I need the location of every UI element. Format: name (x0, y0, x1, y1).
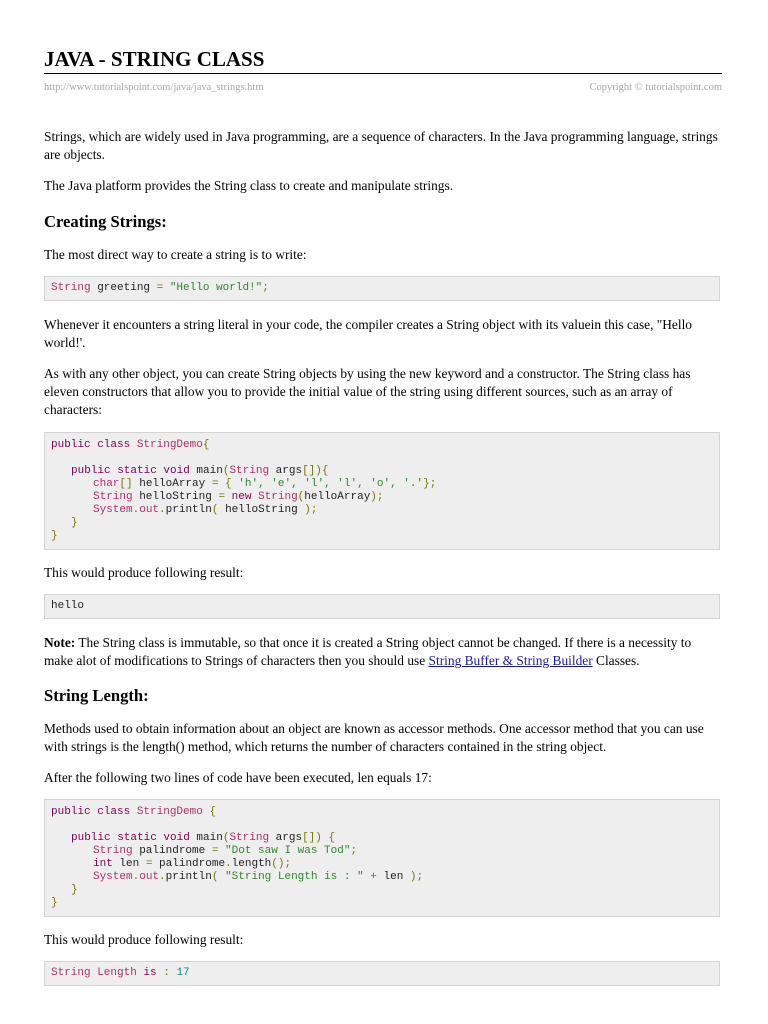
creating-paragraph-2: Whenever it encounters a string literal in your code, the compiler creates a String object with its valuein this case, "Hello world!'. (44, 317, 693, 350)
output-line: hello (51, 600, 85, 612)
output-line (51, 967, 713, 980)
section-heading-string-length: String Length: (44, 686, 149, 705)
string-buffer-builder-link[interactable]: String Buffer & String Builder (428, 653, 593, 668)
code-token: 'h', 'e', 'l', 'l', 'o', '.' (238, 478, 424, 490)
code-line (51, 465, 713, 478)
code-token: []) { (302, 832, 336, 844)
code-token: ( (222, 832, 230, 844)
code-line (51, 871, 713, 884)
code-token: ; (262, 282, 269, 294)
code-token: Length (90, 967, 137, 979)
code-token: } (71, 517, 78, 529)
code-token: String (229, 832, 270, 844)
code-token: ); (403, 871, 424, 883)
code-token: helloString (225, 504, 298, 516)
result-label-2: This would produce following result: (44, 932, 244, 947)
creating-paragraph-3: As with any other object, you can create String objects by using the new keyword and a constructor. The String class has eleven constructors that allow you to provide the initial value of the string using different sources, such as an array of characters: (44, 366, 691, 417)
note-text-end: Classes. (592, 653, 640, 668)
code-token: = (211, 478, 219, 490)
code-token: args (269, 832, 303, 844)
copyright-notice: Copyright © tutorialspoint.com (589, 82, 722, 93)
code-token: out (139, 504, 160, 516)
length-paragraph-1: Methods used to obtain information about an object are known as accessor methods. One accessor method that you can use with strings is the length() method, which returns the number of characters contained in the string object. (44, 721, 704, 754)
code-line-blank (51, 819, 713, 832)
code-token: helloString (132, 491, 219, 503)
code-token: main (196, 465, 223, 477)
code-token: + (363, 871, 384, 883)
code-token: { (202, 439, 210, 451)
code-token: ( (211, 871, 226, 883)
code-token: out (139, 871, 160, 883)
code-block-string-demo (44, 432, 720, 550)
code-line (51, 478, 713, 491)
code-token: ; (350, 845, 358, 857)
title-rule (44, 73, 722, 74)
note-paragraph (44, 634, 722, 670)
code-token: helloArray (139, 478, 212, 490)
intro-paragraph-2: The Java platform provides the String class to create and manipulate strings. (44, 178, 454, 193)
code-token: public class (51, 806, 137, 818)
code-token: . (159, 871, 166, 883)
code-line (51, 517, 713, 530)
code-token: "String Length is : " (225, 871, 364, 883)
code-token: int (93, 858, 113, 870)
code-token: ); (297, 504, 318, 516)
code-line (51, 858, 713, 871)
code-token: (); (271, 858, 292, 870)
code-token: . (225, 858, 232, 870)
creating-paragraph-1: The most direct way to create a string is to write: (44, 247, 307, 262)
code-line (51, 491, 713, 504)
code-token: = (145, 858, 153, 870)
code-token: ); (370, 491, 384, 503)
source-url: http://www.tutorialspoint.com/java/java_strings.htm (44, 82, 264, 93)
code-token: String (51, 967, 91, 979)
code-token: palindrome (132, 845, 212, 857)
length-paragraph-2: After the following two lines of code have been executed, len equals 17: (44, 770, 432, 785)
code-token: ( (211, 504, 226, 516)
note-label: Note: (44, 635, 76, 650)
code-token: }; (423, 478, 437, 490)
code-token: ( (222, 465, 230, 477)
code-line-blank (51, 452, 713, 465)
code-token: ( (297, 491, 305, 503)
code-token: = (218, 491, 226, 503)
code-token: len (112, 858, 146, 870)
output-block-length (44, 961, 720, 986)
code-token: [] (119, 478, 140, 490)
code-token: String (51, 282, 91, 294)
section-heading-creating-strings: Creating Strings: (44, 212, 167, 231)
code-line (51, 439, 713, 452)
code-block-greeting (44, 276, 720, 301)
code-token: "Hello world!" (163, 282, 263, 294)
code-token: length (231, 858, 272, 870)
code-block-palindrome (44, 799, 720, 917)
code-token: char (93, 478, 120, 490)
code-line (51, 897, 713, 910)
code-token: new (225, 491, 259, 503)
code-token: []){ (302, 465, 329, 477)
code-token: StringDemo (136, 806, 203, 818)
code-token: StringDemo (136, 439, 203, 451)
code-token: 17 (176, 967, 190, 979)
code-token: : (156, 967, 177, 979)
code-token: System (93, 504, 133, 516)
code-token: greeting (90, 282, 157, 294)
code-token: { (202, 806, 217, 818)
page-title: JAVA - STRING CLASS (44, 47, 265, 71)
code-line (51, 845, 713, 858)
code-token: helloArray (304, 491, 371, 503)
code-token: args (269, 465, 303, 477)
code-line (51, 282, 713, 295)
code-token: "Dot saw I was Tod" (218, 845, 351, 857)
output-block-hello (44, 594, 720, 619)
code-token: } (51, 530, 58, 542)
code-token: is (136, 967, 157, 979)
code-token: palindrome (152, 858, 226, 870)
code-token: = (156, 282, 164, 294)
code-token: } (71, 884, 78, 896)
code-token: main (196, 832, 223, 844)
code-token: { (218, 478, 239, 490)
article-body (44, 128, 722, 986)
code-token: println (165, 504, 212, 516)
result-label-1: This would produce following result: (44, 565, 244, 580)
code-token: println (165, 871, 212, 883)
code-token: public class (51, 439, 137, 451)
code-token: String (229, 465, 270, 477)
code-token: public static void (71, 465, 197, 477)
code-token: . (132, 871, 140, 883)
code-token: len (383, 871, 404, 883)
code-line (51, 832, 713, 845)
code-line (51, 530, 713, 543)
code-token: System (93, 871, 133, 883)
code-line (51, 504, 713, 517)
note-text: The String class is immutable, so that once it is created a String object cannot be changed. If there is a necessity to make alot of modifications to Strings of characters then you should use (44, 635, 692, 668)
code-token: String (93, 491, 133, 503)
code-token: public static void (71, 832, 197, 844)
code-token: String (93, 845, 133, 857)
code-token: . (132, 504, 140, 516)
code-token: . (159, 504, 166, 516)
intro-paragraph-1: Strings, which are widely used in Java programming, are a sequence of characters. In the Java programming language, strings are objects. (44, 129, 718, 162)
code-token: String (258, 491, 298, 503)
code-line (51, 884, 713, 897)
code-line (51, 806, 713, 819)
code-token: } (51, 897, 58, 909)
code-token: = (211, 845, 219, 857)
